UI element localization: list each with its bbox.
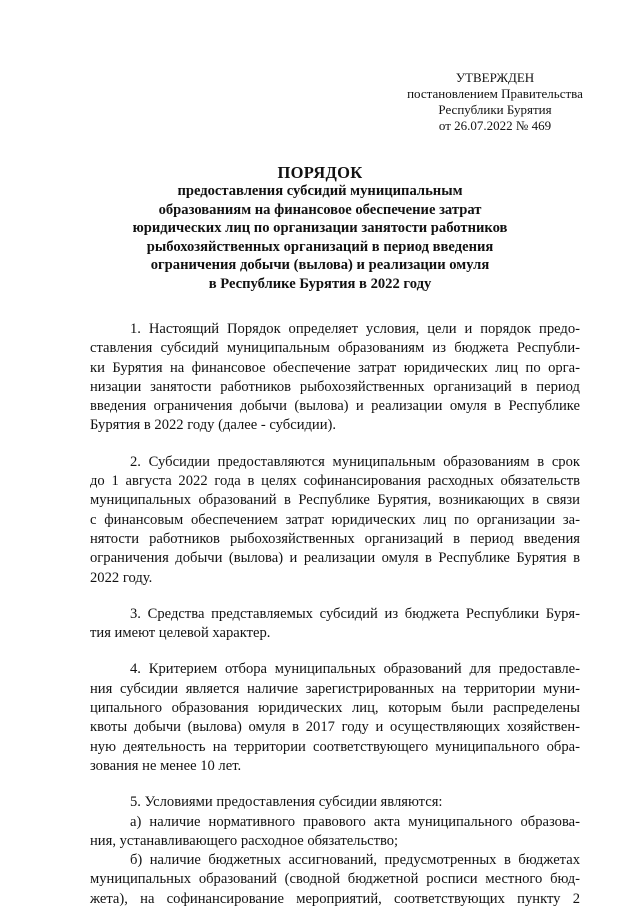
title-line: ограничения добычи (вылова) и реализации омуля: [150, 257, 490, 274]
text-line: зования не менее 10 лет.: [90, 757, 242, 774]
text-line: ципального образования юридических лиц, которым были распределены: [90, 700, 580, 717]
text-line: жета), на софинансирование мероприятий, соответствующих пункту 2: [90, 890, 580, 907]
text-line: 1. Настоящий Порядок определяет условия, цели и порядок предо-: [130, 321, 580, 337]
paragraph-4: [90, 660, 580, 776]
text-line: 3. Средства представляемых субсидий из бюджета Республики Буря-: [130, 605, 580, 622]
title-line: предоставления субсидий муниципальным: [177, 183, 463, 199]
title-line: рыбохозяйственных организаций в период введения: [146, 238, 494, 255]
text-line: тия имеют целевой характер.: [90, 625, 271, 642]
document-body: [90, 320, 580, 909]
paragraph-1: [90, 320, 580, 436]
text-line: 4. Критерием отбора муниципальных образований для предоставле-: [130, 661, 580, 678]
text-line: ную деятельность на территории соответствующего муниципального обра-: [90, 738, 580, 755]
approval-line: постановлением Правительства: [407, 86, 583, 101]
text-line: до 1 августа 2022 года в целях софинансирования расходных обязательств: [90, 473, 580, 490]
paragraph-3: [90, 605, 580, 644]
document-title: [100, 163, 540, 294]
text-line: 2. Субсидии предоставляются муниципальным образованиям в срок: [130, 453, 580, 470]
text-line: ния, устанавливающего расходное обязательство;: [90, 832, 399, 849]
title-line: образованиям на финансовое обеспечение затрат: [158, 201, 482, 218]
text-line: квоты добычи (вылова) омуля в 2017 году и осуществляющих хозяйствен-: [90, 719, 580, 736]
text-line: б) наличие бюджетных ассигнований, предусмотренных в бюджетах: [130, 852, 580, 869]
text-line: введения ограничения добычи (вылова) и реализации омуля в Республике: [90, 398, 580, 415]
approval-heading: УТВЕРЖДЕН: [455, 70, 535, 85]
approval-date-number: от 26.07.2022 № 469: [438, 118, 552, 133]
text-line: 5. Условиями предоставления субсидии являются:: [130, 794, 443, 811]
text-line: ограничения добычи (вылова) и реализации омуля в Республике Бурятия в: [90, 550, 580, 567]
paragraph-2: [90, 453, 580, 588]
text-line: муниципальных образований (сводной бюджетной росписи местного бюд-: [90, 871, 580, 888]
text-line: нятости работников рыбохозяйственных организаций в период введения: [90, 530, 580, 547]
paragraph-5: [90, 793, 580, 909]
text-line: Бурятия в 2022 году (далее - субсидии).: [90, 417, 337, 434]
text-line: низации занятости работников рыбохозяйственных организаций в период: [90, 378, 580, 395]
approval-stamp: [385, 70, 605, 134]
text-line: ставления субсидий муниципальным образованиям из бюджета Республи-: [90, 340, 580, 357]
text-line: муниципальных образований в Республике Бурятия, возникающих в связи: [90, 492, 580, 509]
approval-line: Республики Бурятия: [438, 102, 552, 117]
title-line: юридических лиц по организации занятости работников: [132, 220, 508, 237]
text-line: 2022 году.: [90, 569, 153, 586]
text-line: ния субсидии является наличие зарегистрированных на территории муни-: [90, 680, 580, 697]
title-main: ПОРЯДОК: [277, 163, 363, 182]
text-line: а) наличие нормативного правового акта муниципального образова-: [130, 813, 580, 830]
title-line: в Республике Бурятия в 2022 году: [208, 275, 432, 292]
text-line: ки Бурятия на финансовое обеспечение затрат юридических лиц по орга-: [90, 359, 580, 376]
text-line: с финансовым обеспечением затрат юридических лиц по организации за-: [90, 511, 580, 528]
